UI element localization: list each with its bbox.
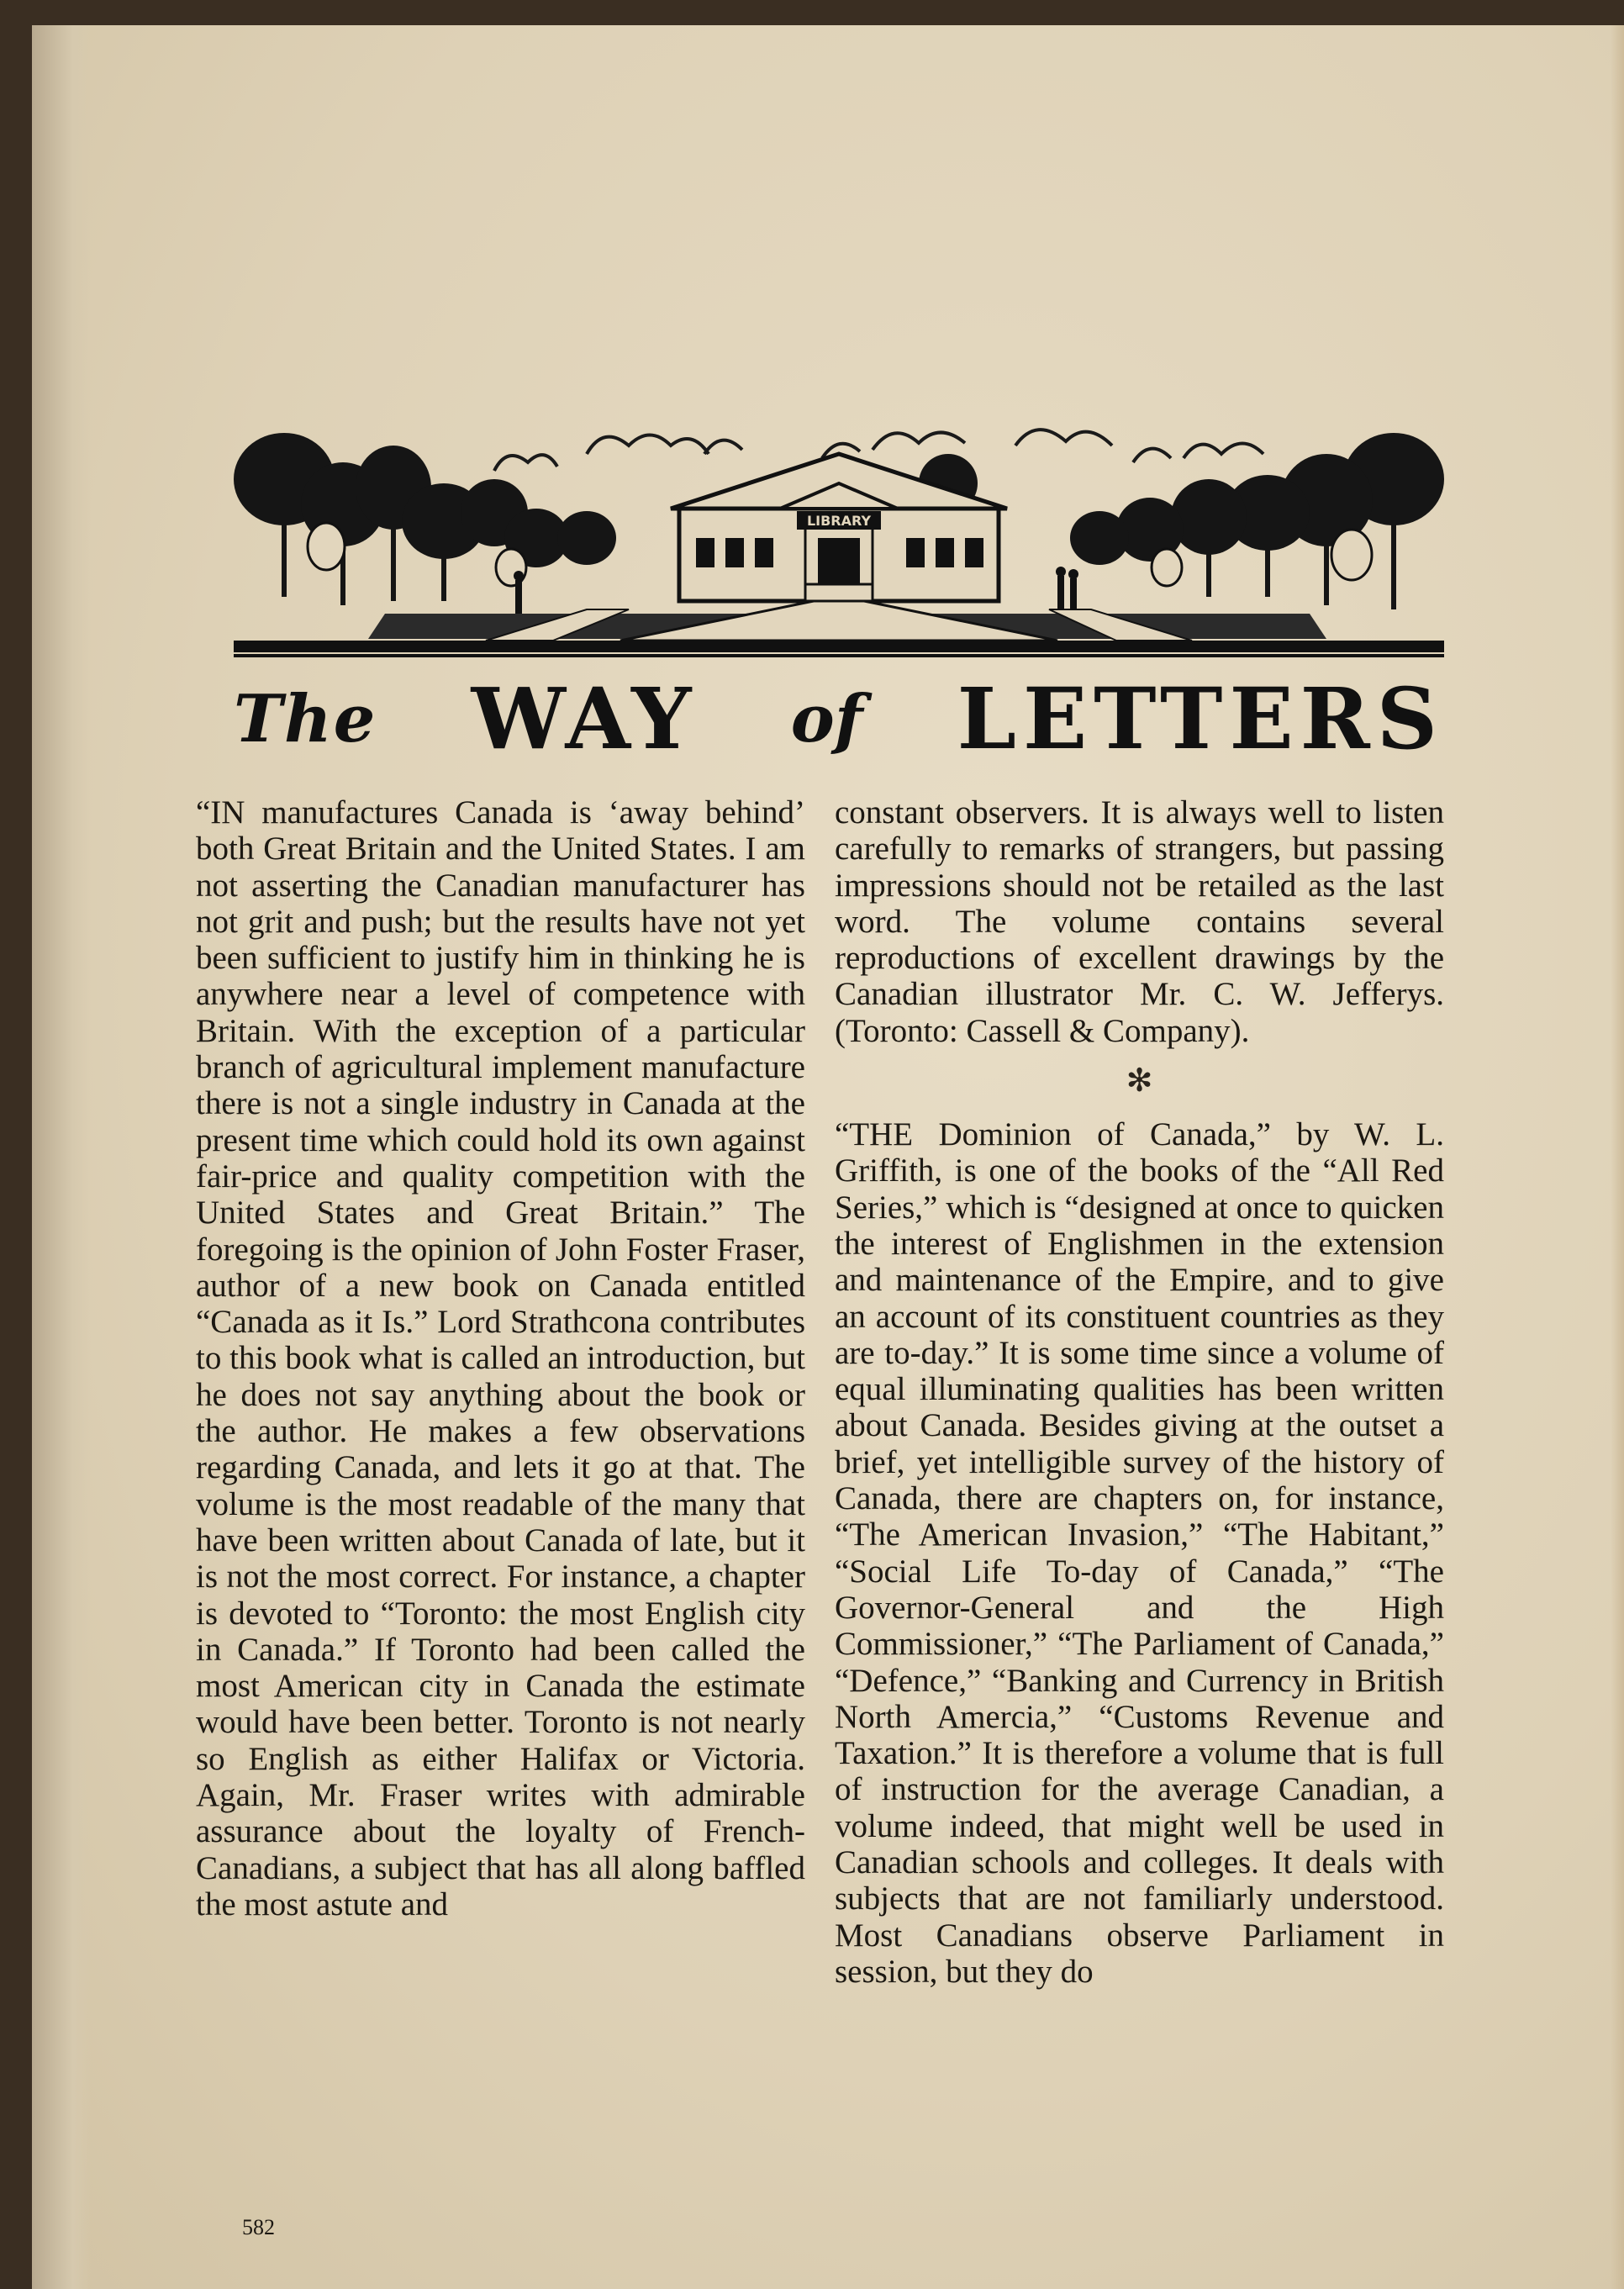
left-column [196,794,805,1922]
right-column-bottom-text: “THE Dominion of Canada,” by W. L. Griffith, is one of the books of the “All Red Series,” which is “designed at once to quicken the interest of Englishmen in the extension and maintenance of the Empire, and to give an account of its constituent countries as they are to-day.” It is some time since a volume of equal illuminating qualities has been written about Canada. Besides giving at the outset a brief, yet intelligible survey of the history of Canada, there are chapters on, for instance, “The American Invasion,” “The Habitant,” “Social Life To-day of Canada,” “The Governor-General and the High Commissioner,” “The Parliament of Canada,” “Defence,” “Banking and Currency in British North Amercia,” “Customs Revenue and Taxation.” It is therefore a volume that is full of instruction for the average Canadian, a volume indeed, that might well be used in Canadian schools and colleges. It deals with subjects that are not familiarly understood. Most Canadians observe Parliament in session, but they do [835,1116,1444,1990]
right-column [835,794,1444,1990]
title-way: WAY [471,669,697,768]
section-title [234,669,1444,768]
magazine-page [32,25,1624,2289]
title-of: of [790,680,863,757]
page-edge-shadow [1611,25,1624,2289]
title-the: The [234,680,377,757]
title-letters: LETTERS [957,669,1444,768]
page-number: 582 [242,2215,275,2239]
right-column-top-text: constant observers. It is always well to listen carefully to remarks of strangers, but passing impressions should not be retailed as the last word. The volume contains several reproductions of excellent drawings by the Canadian illustrator Mr. C. W. Jefferys. (Toronto: Cassell & Company). [835,794,1444,1049]
left-column-text: “IN manufactures Canada is ‘away behind’ both Great Britain and the United States. I am not asserting the Canadian manufacturer has not grit and push; but the results have not yet been sufficient to justify him in thinking he is anywhere near a level of competence with Britain. With the exception of a particular branch of agricultural implement manufacture there is not a single industry in Canada at the present time which could hold its own against fair-price and quality competition with the United States and Great Britain.” The foregoing is the opinion of John Foster Fraser, author of a new book on Canada entitled “Canada as it Is.” Lord Strathcona contributes to this book what is called an introduction, but he does not say anything about the book or the author. He makes a few observations regarding Canada, and lets it go at that. The volume is the most readable of the many that have been written about Canada of late, but it is not the most correct. For instance, a chapter is devoted to “Toronto: the most English city in Canada.” If Toronto had been called the most American city in Canada the estimate would have been better. Toronto is not nearly so English as either Halifax or Victoria. Again, Mr. Fraser writes with admirable assurance about the loyalty of French-Canadians, a subject that has all along baffled the most astute and [196,794,805,1922]
library-sign: LIBRARY [806,513,872,529]
separator-asterisk: ✻ [1126,1063,1153,1100]
binding-gutter [32,25,91,2289]
library-illustration [234,420,1444,672]
